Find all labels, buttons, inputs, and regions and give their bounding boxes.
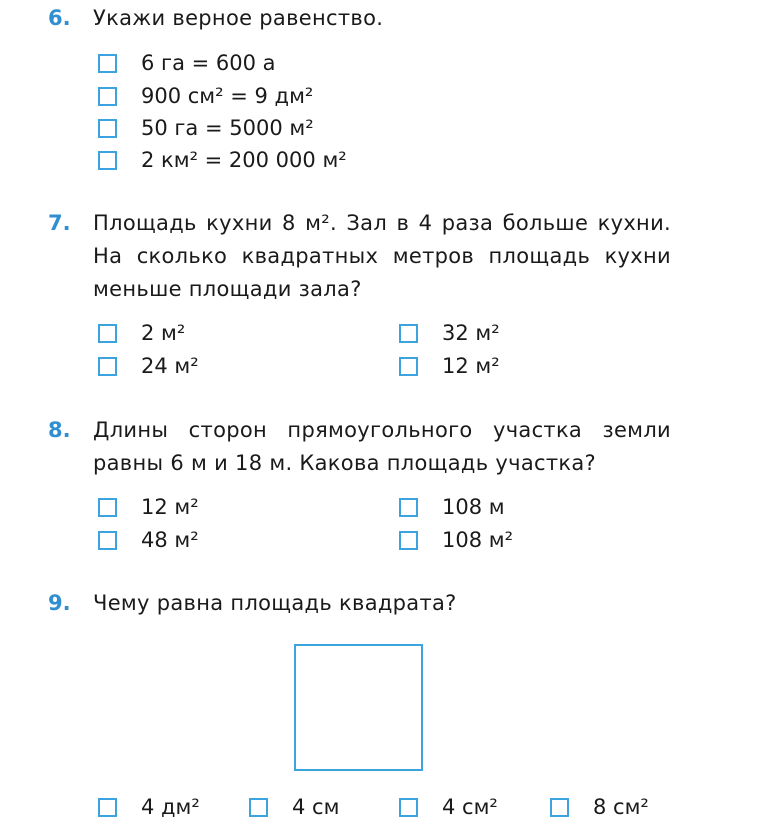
option-label: 4 см² (442, 795, 498, 819)
q9-option-3[interactable] (399, 794, 498, 820)
checkbox[interactable] (98, 357, 117, 376)
q6-option-2[interactable] (98, 83, 313, 109)
checkbox[interactable] (98, 54, 117, 73)
q8-option-3[interactable] (399, 494, 505, 520)
square-figure (294, 644, 423, 771)
option-label: 4 дм² (141, 795, 200, 819)
option-label: 108 м (442, 495, 505, 519)
checkbox[interactable] (399, 498, 418, 517)
checkbox[interactable] (98, 531, 117, 550)
option-label: 24 м² (141, 354, 199, 378)
checkbox[interactable] (98, 498, 117, 517)
question-6-text: Укажи верное равенство. (93, 6, 384, 30)
q9-option-2[interactable] (249, 794, 339, 820)
q6-option-4[interactable] (98, 147, 347, 173)
option-label: 50 га = 5000 м² (141, 116, 314, 140)
checkbox[interactable] (399, 798, 418, 817)
option-label: 900 см² = 9 дм² (141, 84, 314, 108)
checkbox[interactable] (98, 151, 117, 170)
q7-option-3[interactable] (399, 320, 500, 346)
option-label: 8 см² (593, 795, 649, 819)
q9-option-4[interactable] (550, 794, 649, 820)
q8-option-1[interactable] (98, 494, 199, 520)
q7-option-4[interactable] (399, 353, 500, 379)
q9-option-1[interactable] (98, 794, 200, 820)
option-label: 12 м² (442, 354, 500, 378)
question-8-text: Длины сторон прямоугольного участка земли равны 6 м и 18 м. Какова площадь участка? (93, 418, 671, 475)
option-label: 12 м² (141, 495, 199, 519)
q6-option-1[interactable] (98, 50, 276, 76)
question-7-text: Площадь кухни 8 м². Зал в 4 раза больше кухни. На сколько квадратных метров площадь кухни меньше площади зала? (93, 211, 671, 301)
checkbox[interactable] (98, 798, 117, 817)
q8-option-2[interactable] (98, 527, 199, 553)
question-9-number: 9. (48, 591, 71, 615)
checkbox[interactable] (399, 357, 418, 376)
checkbox[interactable] (98, 87, 117, 106)
question-9-text: Чему равна площадь квадрата? (93, 591, 457, 615)
question-8-number: 8. (48, 418, 71, 442)
checkbox[interactable] (249, 798, 268, 817)
q7-option-2[interactable] (98, 353, 199, 379)
option-label: 48 м² (141, 528, 199, 552)
checkbox[interactable] (98, 324, 117, 343)
option-label: 32 м² (442, 321, 500, 345)
checkbox[interactable] (98, 119, 117, 138)
checkbox[interactable] (399, 324, 418, 343)
question-6-number: 6. (48, 6, 71, 30)
option-label: 2 м² (141, 321, 186, 345)
q6-option-3[interactable] (98, 115, 314, 141)
checkbox[interactable] (550, 798, 569, 817)
option-label: 2 км² = 200 000 м² (141, 148, 347, 172)
checkbox[interactable] (399, 531, 418, 550)
option-label: 108 м² (442, 528, 514, 552)
q7-option-1[interactable] (98, 320, 185, 346)
option-label: 6 га = 600 а (141, 51, 276, 75)
question-7-number: 7. (48, 211, 71, 235)
q8-option-4[interactable] (399, 527, 513, 553)
option-label: 4 см (292, 795, 340, 819)
